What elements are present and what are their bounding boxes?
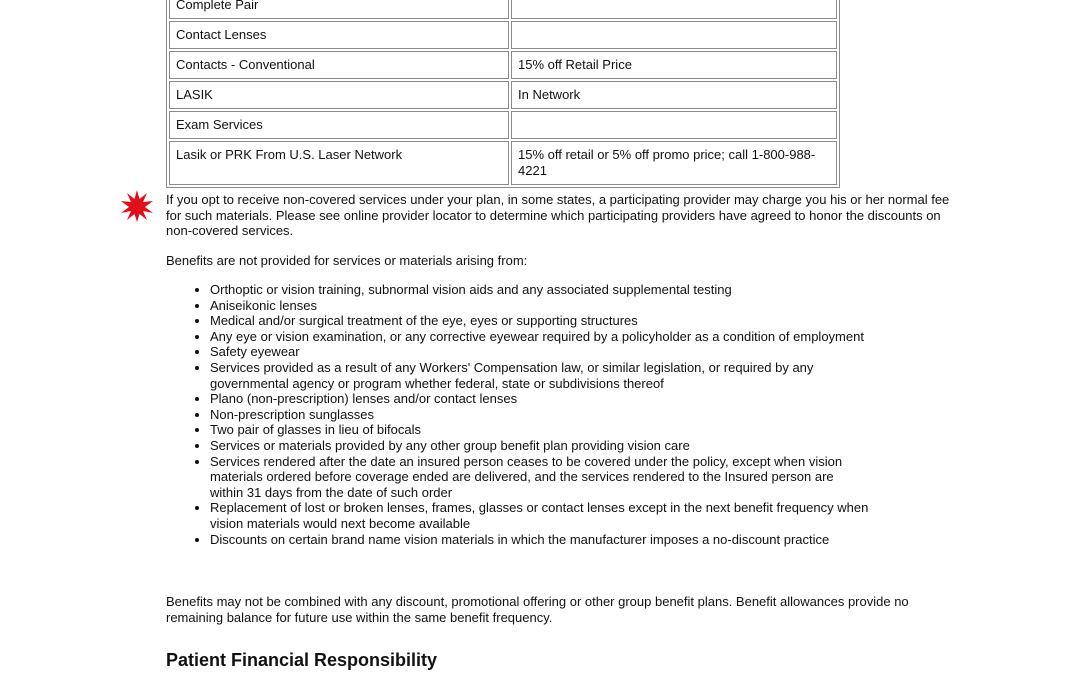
table-cell-value [511, 21, 837, 49]
list-item: • Medical and/or surgical treatment of the eye, eyes or supporting structures [210, 313, 870, 329]
table-row [169, 21, 837, 49]
table-cell-value: 15% off Retail Price [511, 51, 837, 79]
section-heading: Patient Financial Responsibility [166, 650, 438, 670]
table-cell-value: 15% off retail or 5% off promo price; call 1-800-988-4221 [511, 141, 837, 185]
list-item: • Plano (non-prescription) lenses and/or contact lenses [210, 391, 870, 407]
list-item: • Non-prescription sunglasses [210, 407, 870, 423]
table-row [169, 81, 837, 109]
table-cell-label: Exam Services [169, 111, 509, 139]
list-item: • Replacement of lost or broken lenses, frames, glasses or contact lenses except in the next benefit frequency when vision materials would next become available [210, 500, 870, 531]
table-cell-label: Lasik or PRK From U.S. Laser Network [169, 141, 509, 185]
list-item: • Two pair of glasses in lieu of bifocals [210, 422, 870, 438]
table-cell-value [511, 0, 837, 19]
table-row [169, 0, 837, 19]
list-item: • Orthoptic or vision training, subnormal vision aids and any associated supplemental testing [210, 282, 870, 298]
table-cell-label: Contacts - Conventional [169, 51, 509, 79]
benefits-table [166, 0, 840, 188]
table-cell-label: Complete Pair [169, 0, 509, 19]
table-cell-value [511, 111, 837, 139]
table-row [169, 51, 837, 79]
table-cell-label: Contact Lenses [169, 21, 509, 49]
list-item: • Any eye or vision examination, or any corrective eyewear required by a policyholder as a condition of employment [210, 329, 870, 345]
starburst-icon [120, 189, 154, 223]
exclusions-intro: Benefits are not provided for services or materials arising from: [166, 253, 528, 268]
non-covered-notice: If you opt to receive non-covered services under your plan, in some states, a participating provider may charge you his or her normal fee for such materials. Please see online provider locator to determine which participating providers have agreed to honor the discounts on non-covered services. [166, 192, 950, 238]
list-item: • Services provided as a result of any Workers' Compensation law, or similar legislation, or required by any governmental agency or program whether federal, state or subdivisions thereof [210, 360, 870, 391]
table-cell-value: In Network [511, 81, 837, 109]
table-row [169, 111, 837, 139]
exclusions-list [186, 282, 870, 547]
starburst-shape [121, 190, 153, 222]
table-cell-label: LASIK [169, 81, 509, 109]
list-item: • Aniseikonic lenses [210, 298, 870, 314]
table-row [169, 141, 837, 185]
list-item: • Safety eyewear [210, 344, 870, 360]
list-item: • Services or materials provided by any other group benefit plan providing vision care [210, 438, 870, 454]
list-item: • Discounts on certain brand name vision materials in which the manufacturer imposes a no-discount practice [210, 532, 870, 548]
list-item: • Services rendered after the date an insured person ceases to be covered under the policy, except when vision materials ordered before coverage ended are delivered, and the services rendered to the Insured person are within 31 days from the date of such order [210, 454, 870, 501]
closing-paragraph: Benefits may not be combined with any discount, promotional offering or other group benefit plans. Benefit allowances provide no remaining balance for future use within the same benefit frequency. [166, 594, 909, 625]
